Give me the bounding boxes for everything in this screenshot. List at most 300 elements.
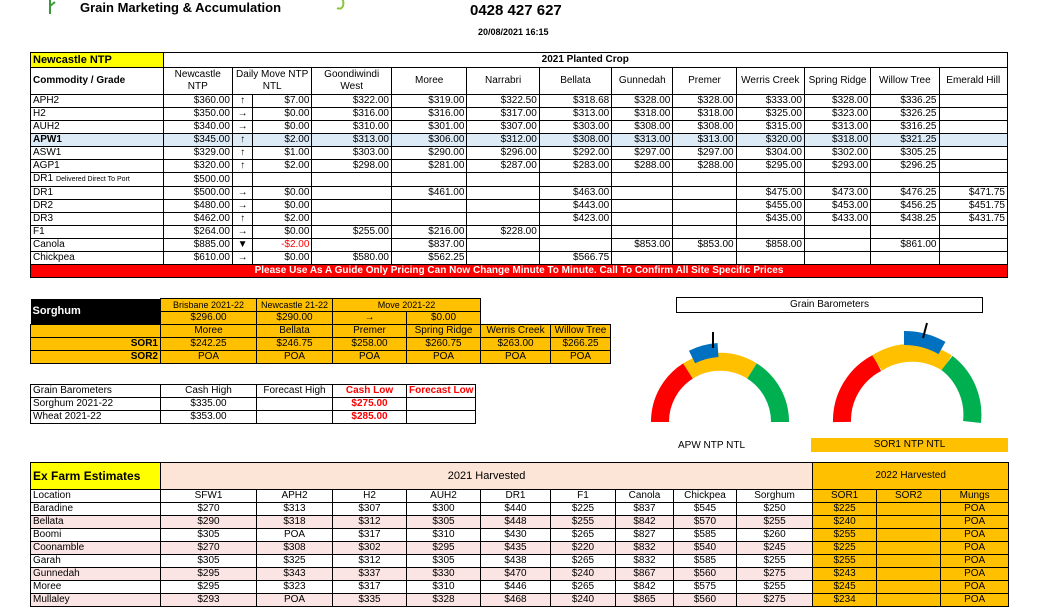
ntp-site-price: $475.00 [736,187,804,200]
ntp-row [31,147,1008,160]
ntp-move-arrow: ↑ [232,147,252,160]
ntp-site-price: $431.75 [939,213,1008,226]
exfarm-col-header: SOR1 [813,490,877,503]
ntp-move-value: $0.00 [253,226,312,239]
report-datetime: 20/08/2021 16:15 [478,27,549,37]
exfarm-price: POA [257,529,333,542]
sorghum-title: Sorghum [31,299,161,325]
ntp-col-header: Willow Tree [871,68,939,95]
ntp-site-price: $310.00 [312,121,392,134]
exfarm-price: $343 [257,568,333,581]
gauge-high-segment [947,363,972,422]
sorghum-site-header: Werris Creek [481,325,551,338]
logo-swirl-icon [335,0,349,12]
ntp-site-price: $288.00 [673,160,736,173]
ntp-site-price: $281.00 [391,160,466,173]
ntp-grade [31,95,164,108]
ntp-move-value: $2.00 [253,160,312,173]
exfarm-location: Mullaley [31,594,161,607]
ntp-move-arrow: → [232,252,252,265]
exfarm-price: $448 [481,516,551,529]
sorghum-table [30,298,611,364]
exfarm-col-header: Location [31,490,161,503]
ntp-site-price [871,226,939,239]
ntp-site-price: $473.00 [804,187,870,200]
exfarm-row [31,503,1009,516]
ntp-grade-label: DR1 [33,173,54,184]
ntp-grade [31,226,164,239]
exfarm-price: $545 [674,503,737,516]
baro-header-cash-high: Cash High [161,385,257,398]
ntp-grade-label: F1 [33,226,45,237]
exfarm-price: POA [941,529,1009,542]
exfarm-price: $220 [551,542,616,555]
ntp-grade-note: Delivered Direct To Port [56,176,130,183]
ntp-site-price [467,213,539,226]
ntp-move-arrow: ↑ [232,160,252,173]
ntp-site-price: $297.00 [612,147,673,160]
exfarm-price: $225 [551,503,616,516]
exfarm-row [31,581,1009,594]
ntp-move-value: $0.00 [253,187,312,200]
ntp-site-price: $318.68 [539,95,611,108]
ntp-site-price: $325.00 [736,108,804,121]
ntp-site-price [939,226,1008,239]
ntp-site-price: $326.25 [871,108,939,121]
ntp-row [31,213,1008,226]
ntp-price: $345.00 [163,134,232,147]
exfarm-row [31,568,1009,581]
exfarm-price: $470 [481,568,551,581]
exfarm-price: $468 [481,594,551,607]
ntp-site-price: $308.00 [612,121,673,134]
ntp-site-price [804,226,870,239]
exfarm-col-header: AUH2 [407,490,481,503]
baro-forecast-low [407,411,476,424]
exfarm-col-header: SFW1 [161,490,257,503]
exfarm-title: Ex Farm Estimates [31,463,161,490]
ntp-col-header: Premer [673,68,736,95]
ntp-site-price: $313.00 [539,108,611,121]
ntp-site-price [871,252,939,265]
ntp-site-price [312,173,392,187]
ntp-site-price: $837.00 [391,239,466,252]
exfarm-price: $325 [257,555,333,568]
ntp-site-price [467,200,539,213]
exfarm-price: $265 [551,529,616,542]
company-name: Grain Marketing & Accumulation [80,0,282,15]
exfarm-price: $842 [616,516,674,529]
ntp-move-arrow: → [232,200,252,213]
exfarm-col-header: F1 [551,490,616,503]
sorghum-grade: SOR2 [31,351,161,364]
ntp-site-price: $455.00 [736,200,804,213]
ntp-site-price [939,252,1008,265]
sorghum-move-value: $0.00 [407,312,481,325]
ntp-site-price: $296.25 [871,160,939,173]
baro-cash-high: $335.00 [161,398,257,411]
ntp-site-price: $323.00 [804,108,870,121]
ntp-col-header: Narrabri [467,68,539,95]
baro-forecast-high [257,398,333,411]
ntp-site-price [467,173,539,187]
ntp-move-value: $7.00 [253,95,312,108]
sorghum-price: $263.00 [481,338,551,351]
exfarm-price [877,594,941,607]
gauge-mid-segment [688,362,752,371]
exfarm-price: $265 [551,581,616,594]
ntp-site-price: $290.00 [391,147,466,160]
exfarm-price: $330 [407,568,481,581]
exfarm-price: $575 [674,581,737,594]
baro-forecast-low [407,398,476,411]
sor1-gauge-label: SOR1 NTP NTL [811,438,1008,452]
ntp-site-price: $453.00 [804,200,870,213]
ntp-site-price: $853.00 [673,239,736,252]
ntp-site-price: $328.00 [804,95,870,108]
exfarm-price: POA [941,581,1009,594]
ntp-move-value: $2.00 [253,134,312,147]
harvest-2021-title: 2021 Harvested [161,463,813,490]
exfarm-price: $430 [481,529,551,542]
ntp-site-price: $317.00 [467,108,539,121]
exfarm-price [877,529,941,542]
ntp-site-price: $303.00 [539,121,611,134]
ntp-move-arrow: → [232,187,252,200]
ntp-row [31,173,1008,187]
ntp-site-price [939,239,1008,252]
exfarm-price: $317 [333,529,407,542]
sorghum-price: POA [257,351,333,364]
ntp-site-price: $287.00 [467,160,539,173]
ntp-site-price: $456.25 [871,200,939,213]
ntp-site-price [736,252,804,265]
ntp-grade [31,134,164,147]
ntp-grade [31,187,164,200]
ntp-row [31,239,1008,252]
ntp-grade-label: H2 [33,108,46,119]
baro-row [31,398,476,411]
ntp-move-arrow: → [232,121,252,134]
ntp-col-header: Bellata [539,68,611,95]
ntp-site-price [939,160,1008,173]
sorghum-site-header: Premer [333,325,407,338]
ntp-price: $500.00 [163,187,232,200]
exfarm-location: Garah [31,555,161,568]
sorghum-grade: SOR1 [31,338,161,351]
exfarm-price: POA [941,568,1009,581]
exfarm-price: $310 [407,529,481,542]
ntp-col-header: Newcastle NTP [163,68,232,95]
ntp-move-value: $0.00 [253,108,312,121]
exfarm-location: Bellata [31,516,161,529]
ntp-site-price: $451.75 [939,200,1008,213]
ntp-site-price: $321.25 [871,134,939,147]
ntp-move-arrow: ↑ [232,134,252,147]
sorghum-site-header: Willow Tree [551,325,611,338]
exfarm-price: $275 [737,568,813,581]
apw-gauge-label: APW NTP NTL [678,440,746,451]
ntp-grade [31,160,164,173]
sorghum-price: POA [481,351,551,364]
ntp-col-header: Werris Creek [736,68,804,95]
exfarm-price: $842 [616,581,674,594]
ntp-site-price [612,213,673,226]
sorghum-price: POA [407,351,481,364]
sorghum-row [31,351,611,364]
ntp-site-price: $471.75 [939,187,1008,200]
ntp-site-price: $566.75 [539,252,611,265]
ntp-site-price [939,173,1008,187]
ntp-grade-label: AUH2 [33,121,60,132]
ntp-row [31,187,1008,200]
ntp-price: $610.00 [163,252,232,265]
baro-cash-high: $353.00 [161,411,257,424]
commodity-header: Commodity / Grade [31,68,164,95]
ntp-site-price: $298.00 [312,160,392,173]
ntp-site-price [391,200,466,213]
ntp-row [31,95,1008,108]
exfarm-price: POA [941,542,1009,555]
exfarm-price: $335 [333,594,407,607]
ntp-move-value: $1.00 [253,147,312,160]
ntp-site-price [673,252,736,265]
gauge-high-segment [752,371,780,422]
exfarm-price: $440 [481,503,551,516]
ntp-site-price [467,187,539,200]
ntp-site-price: $308.00 [539,134,611,147]
exfarm-price: $570 [674,516,737,529]
ntp-site-price: $308.00 [673,121,736,134]
ntp-site-price [612,173,673,187]
exfarm-location: Gunnedah [31,568,161,581]
exfarm-price: $310 [407,581,481,594]
ntp-site-price: $301.00 [391,121,466,134]
exfarm-price: $240 [551,568,616,581]
sorghum-site-header: Spring Ridge [407,325,481,338]
ntp-col-header: Moree [391,68,466,95]
exfarm-price [877,555,941,568]
exfarm-price [877,568,941,581]
exfarm-col-header: Sorghum [737,490,813,503]
ntp-site-price [612,252,673,265]
ntp-price: $480.00 [163,200,232,213]
ntp-site-price: $316.00 [391,108,466,121]
ntp-grade [31,200,164,213]
ntp-site-price: $313.00 [804,121,870,134]
exfarm-price: $302 [333,542,407,555]
ntp-col-header: Goondiwindi West [312,68,392,95]
exfarm-price: $585 [674,555,737,568]
ntp-move-value: -$2.00 [253,239,312,252]
barometer-table [30,384,476,424]
planted-crop-title: 2021 Planted Crop [163,53,1007,68]
ntp-site-price [612,226,673,239]
exfarm-price: $255 [813,529,877,542]
sorghum-row [31,338,611,351]
ntp-grade-label: AGP1 [33,160,60,171]
ntp-site-price: $312.00 [467,134,539,147]
ntp-site-price: $295.00 [736,160,804,173]
exfarm-price: $540 [674,542,737,555]
ntp-site-price: $303.00 [312,147,392,160]
exfarm-price [877,581,941,594]
ntp-site-price [939,95,1008,108]
baro-name: Wheat 2021-22 [31,411,161,424]
ntp-grade [31,121,164,134]
ntp-price: $360.00 [163,95,232,108]
exfarm-price: POA [941,503,1009,516]
gauge-mid-segment [877,353,947,363]
exfarm-price: $255 [737,516,813,529]
exfarm-table [30,462,1009,607]
gauges-title: Grain Barometers [676,297,983,313]
ntp-site-price [804,239,870,252]
harvest-2022-title: 2022 Harvested [813,463,1009,490]
ntp-site-price [467,239,539,252]
exfarm-row [31,529,1009,542]
exfarm-price: $435 [481,542,551,555]
ntp-site-price: $320.00 [736,134,804,147]
ntp-grade-label: ASW1 [33,147,62,158]
baro-cash-low: $275.00 [333,398,407,411]
ntp-site-price: $297.00 [673,147,736,160]
ntp-site-price: $328.00 [612,95,673,108]
ntp-site-price: $463.00 [539,187,611,200]
exfarm-price: $305 [407,516,481,529]
ntp-site-price: $304.00 [736,147,804,160]
exfarm-row [31,542,1009,555]
ntp-price: $350.00 [163,108,232,121]
sorghum-header-newcastle: Newcastle 21-22 [257,299,333,312]
ntp-grade-label: Canola [33,239,65,250]
ntp-site-price: $305.25 [871,147,939,160]
exfarm-row [31,516,1009,529]
sorghum-price: $246.75 [257,338,333,351]
ntp-site-price [673,226,736,239]
ntp-site-price [939,121,1008,134]
ntp-site-price: $433.00 [804,213,870,226]
ntp-site-price: $443.00 [539,200,611,213]
exfarm-price: $867 [616,568,674,581]
ntp-site-price: $288.00 [612,160,673,173]
ntp-price-table [30,52,1008,278]
sorghum-site-header: Moree [161,325,257,338]
exfarm-price: $255 [737,555,813,568]
exfarm-price: $313 [257,503,333,516]
exfarm-price: $255 [813,555,877,568]
ntp-move-value [253,173,312,187]
exfarm-price: POA [941,594,1009,607]
ntp-site-price: $562.25 [391,252,466,265]
ntp-move-arrow: ↑ [232,95,252,108]
ntp-site-price [391,213,466,226]
baro-cash-low: $285.00 [333,411,407,424]
exfarm-location: Coonamble [31,542,161,555]
ntp-price: $264.00 [163,226,232,239]
ntp-grade [31,213,164,226]
exfarm-price: $337 [333,568,407,581]
exfarm-price: $293 [161,594,257,607]
ntp-site-price: $313.00 [312,134,392,147]
ntp-site-price [539,226,611,239]
exfarm-price: $295 [407,542,481,555]
ntp-site-price: $861.00 [871,239,939,252]
ntp-site-price: $293.00 [804,160,870,173]
phone-number[interactable]: 0428 427 627 [470,2,562,19]
ntp-site-price: $328.00 [673,95,736,108]
ntp-move-arrow: → [232,108,252,121]
exfarm-price: $318 [257,516,333,529]
exfarm-price: $832 [616,555,674,568]
ntp-grade-label: DR3 [33,213,54,224]
exfarm-price: $270 [161,542,257,555]
ntp-site-price: $313.00 [673,134,736,147]
ntp-row [31,121,1008,134]
ntp-site-price: $423.00 [539,213,611,226]
exfarm-price: $446 [481,581,551,594]
ntp-site-price [312,239,392,252]
exfarm-price: $295 [161,568,257,581]
sorghum-site-header: Bellata [257,325,333,338]
ntp-site-price: $318.00 [612,108,673,121]
exfarm-price: $305 [161,555,257,568]
exfarm-col-header: APH2 [257,490,333,503]
baro-header-forecast-high: Forecast High [257,385,333,398]
exfarm-price [877,503,941,516]
ntp-site-price: $580.00 [312,252,392,265]
ntp-price: $329.00 [163,147,232,160]
ntp-grade-label: DR2 [33,200,54,211]
baro-forecast-high [257,411,333,424]
exfarm-price: POA [257,594,333,607]
ntp-move-arrow: ↑ [232,213,252,226]
ntp-site-price [312,187,392,200]
ntp-site-price [312,200,392,213]
exfarm-price: $305 [407,555,481,568]
exfarm-price: $260 [737,529,813,542]
ntp-move-arrow: → [232,226,252,239]
ntp-site-price: $228.00 [467,226,539,239]
ntp-grade [31,252,164,265]
ntp-site-price [673,173,736,187]
sorghum-price: $242.25 [161,338,257,351]
ntp-row [31,108,1008,121]
exfarm-row [31,555,1009,568]
ntp-site-price [736,173,804,187]
ntp-site-price [673,200,736,213]
exfarm-price: $243 [813,568,877,581]
ntp-grade-label: Chickpea [33,252,75,263]
ntp-site-price [612,200,673,213]
exfarm-col-header: DR1 [481,490,551,503]
exfarm-col-header: Mungs [941,490,1009,503]
ntp-grade [31,147,164,160]
ntp-row [31,160,1008,173]
exfarm-price: $438 [481,555,551,568]
exfarm-col-header: Chickpea [674,490,737,503]
ntp-move-value: $0.00 [253,121,312,134]
ntp-site-price: $435.00 [736,213,804,226]
ntp-grade [31,239,164,252]
ntp-title: Newcastle NTP [31,53,164,68]
ntp-site-price: $307.00 [467,121,539,134]
sorghum-price: $260.75 [407,338,481,351]
exfarm-price: $270 [161,503,257,516]
ntp-grade-label: DR1 [33,187,54,198]
ntp-site-price: $316.25 [871,121,939,134]
ntp-site-price [736,226,804,239]
